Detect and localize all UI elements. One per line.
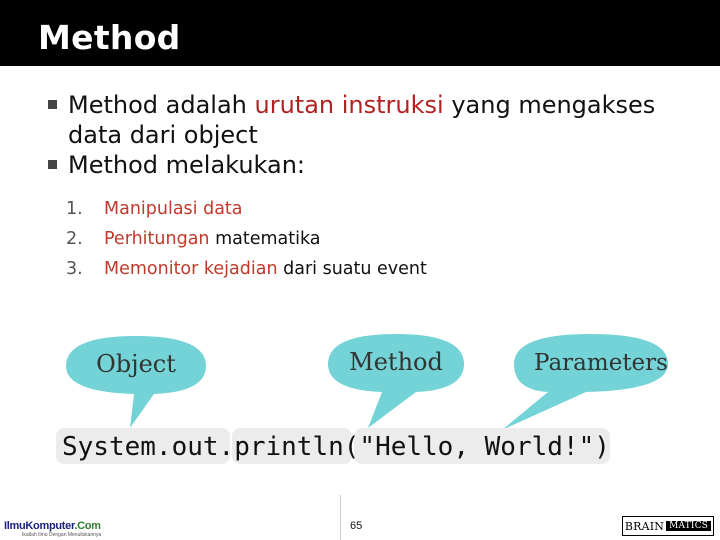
bullet-marker [48,100,57,109]
title-bar [0,0,720,66]
bullet-1-text-highlight: urutan instruksi [254,91,444,119]
bubble-object [66,336,206,428]
code-object: System.out. [62,432,235,462]
item-text: dari suatu event [277,259,427,279]
bubble-label-parameters: Parameters [534,350,668,376]
brand-left: BRAIN [624,519,665,533]
brainmatics-logo [622,516,714,536]
item-text-highlight: Perhitungan [104,229,210,249]
item-text: matematika [209,229,321,249]
numbered-item-3 [66,254,706,284]
item-text-highlight: Manipulasi data [104,199,243,219]
code-method: println [234,432,344,462]
bubble-label-method: Method [349,348,443,376]
bullet-1-text-a: Method adalah [68,91,255,119]
bullet-2-text: Method melakukan: [68,151,306,179]
item-text-highlight: Memonitor kejadian [104,259,278,279]
item-number: 2. [66,229,83,249]
bullet-1-text-b: yang mengakses data dari object [68,91,656,149]
numbered-item-1 [66,194,706,224]
page-number: 65 [350,520,363,532]
slide-title: Method [38,18,181,57]
numbered-item-2 [66,224,706,254]
bullet-list [46,90,706,284]
item-number: 1. [66,199,83,219]
ilmukomputer-logo [4,520,101,532]
bullet-marker [48,160,57,169]
bullet-2 [46,150,706,180]
code-params: ("Hello, World!") [343,432,610,462]
logo-tagline: Ikatlah Ilmu Dengan Menuliskannya [22,532,102,538]
numbered-list [66,194,706,284]
bullet-1 [46,90,706,150]
logo-suffix: .Com [74,520,101,532]
method-call-diagram [56,330,668,470]
footer-divider [340,495,341,540]
brand-right: MATICS [666,521,711,531]
bubble-label-object: Object [96,350,176,378]
code-line [62,432,610,462]
logo-main: IlmuKomputer [4,520,75,532]
bubble-method [328,334,464,428]
bubble-parameters [502,334,668,430]
item-number: 3. [66,259,83,279]
